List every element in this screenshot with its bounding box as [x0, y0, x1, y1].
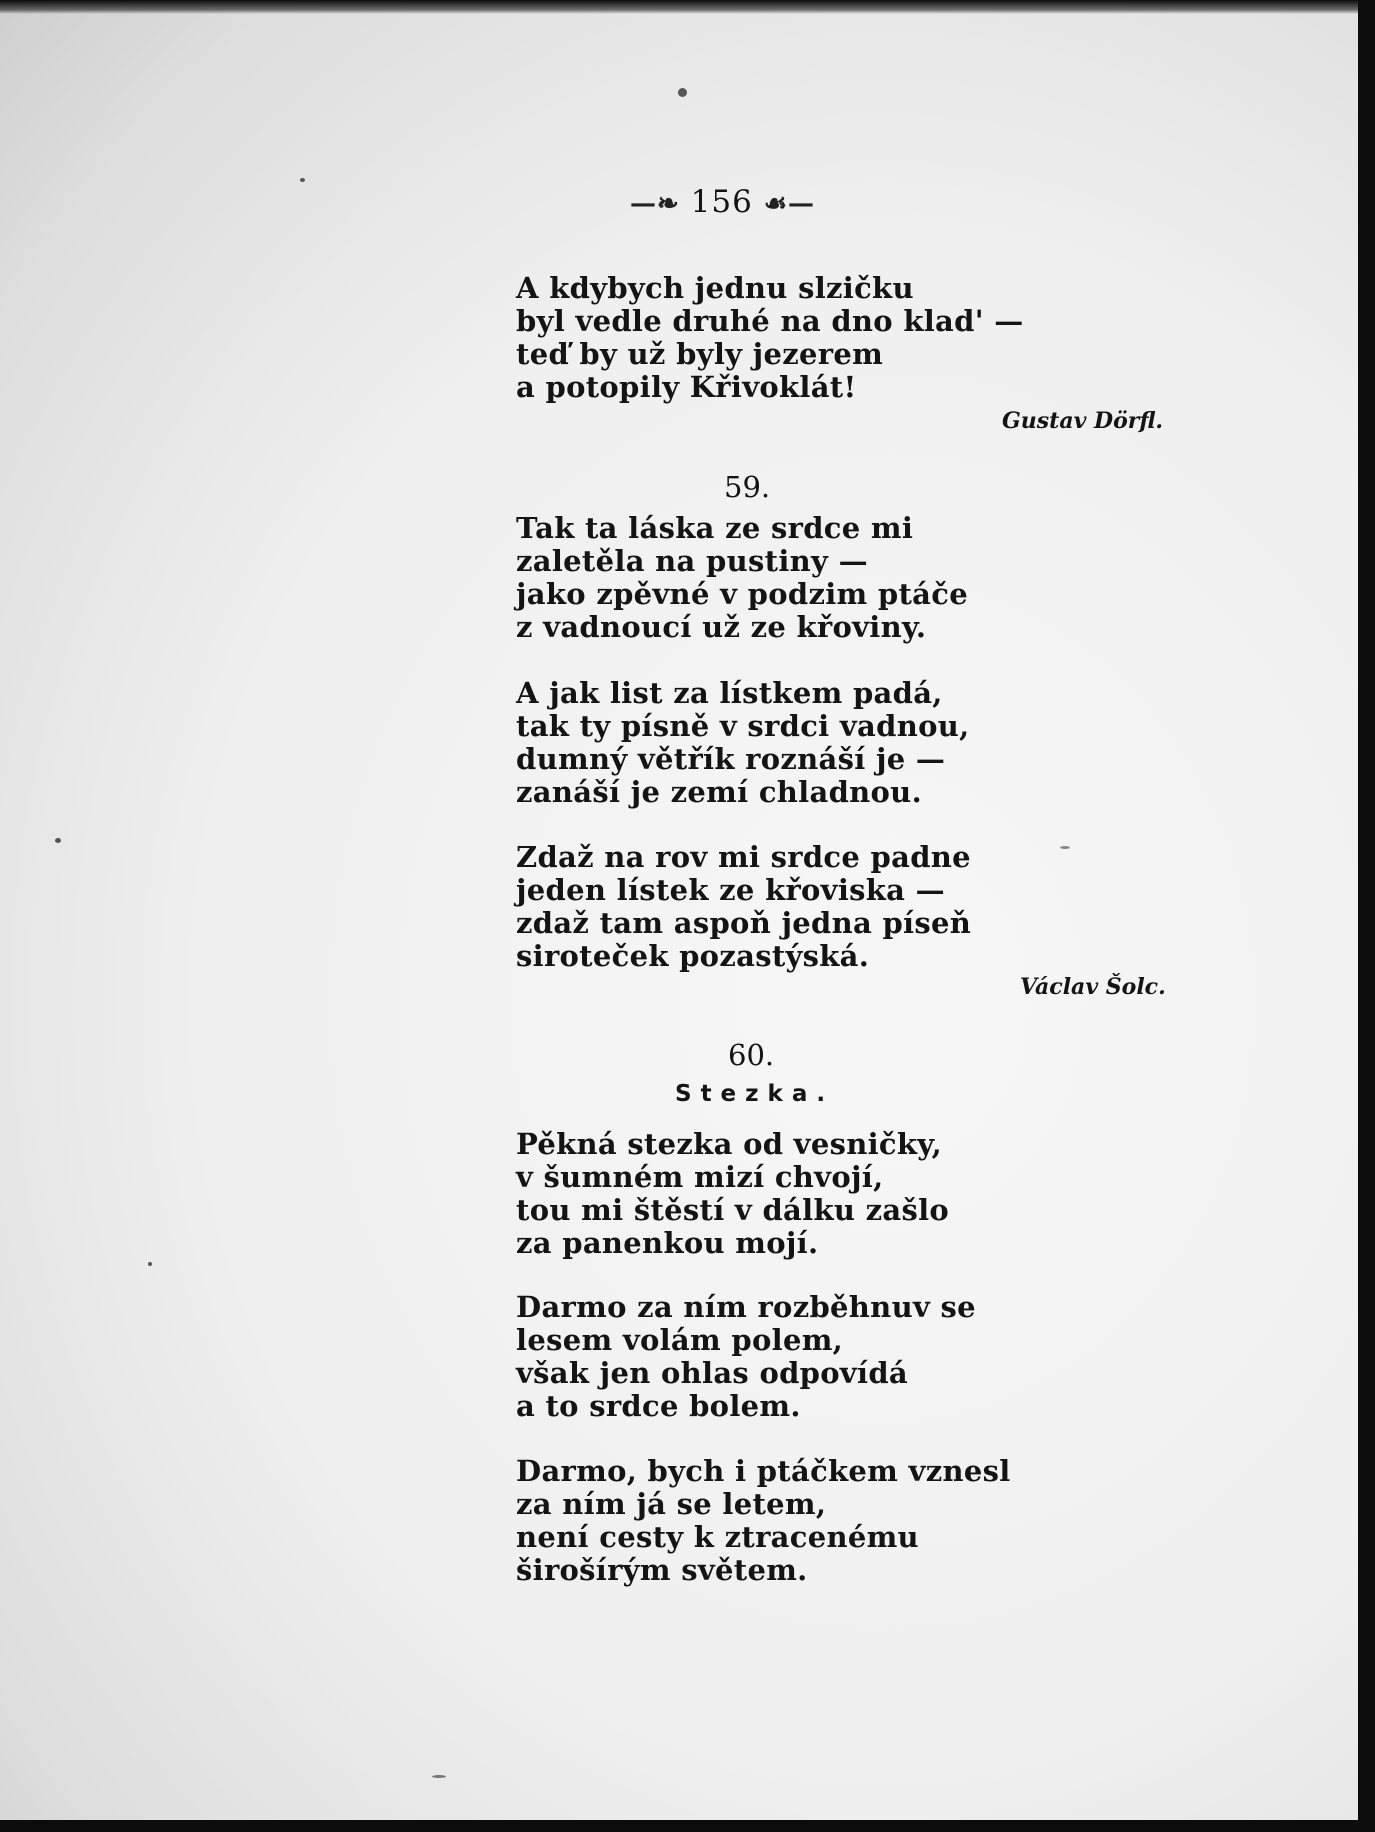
author-signature: Václav Šolc.: [1020, 974, 1166, 1000]
verse-line: tou mi štěstí v dálku zašlo: [516, 1193, 950, 1227]
poem-60-stanza-3: [516, 1455, 1011, 1587]
scan-edge-top: [0, 0, 1375, 14]
verse-line: tak ty písně v srdci vadnou,: [516, 709, 970, 743]
verse-line: za ním já se letem,: [516, 1487, 827, 1521]
verse-line: Pěkná stezka od vesničky,: [516, 1127, 943, 1161]
ink-speck: [55, 838, 61, 843]
ink-speck: [678, 88, 687, 97]
verse-line: však jen ohlas odpovídá: [516, 1356, 909, 1390]
verse-line: teď by už byly jezerem: [516, 337, 884, 371]
page-number: 156: [690, 184, 753, 220]
verse-line: dumný větřík roznáší je —: [516, 742, 946, 776]
scan-edge-bottom: [0, 1820, 1375, 1832]
left-ornament: —❧: [630, 189, 680, 219]
poem-title: Stezka.: [675, 1081, 835, 1107]
poem-59-stanza-1: [516, 512, 968, 644]
verse-line: zanáší je zemí chladnou.: [516, 775, 922, 809]
verse-line: Tak ta láska ze srdce mi: [516, 511, 914, 545]
verse-line: Darmo, bych i ptáčkem vznesl: [516, 1454, 1011, 1488]
verse-line: jeden lístek ze křoviska —: [516, 873, 945, 907]
author-signature: Gustav Dörfl.: [1002, 408, 1164, 434]
verse-line: lesem volám polem,: [516, 1323, 844, 1357]
poem-60-stanza-2: [516, 1291, 976, 1423]
poem-number: 59.: [724, 470, 771, 504]
page-header: [630, 184, 815, 220]
verse-line: zaletěla na pustiny —: [516, 544, 868, 578]
verse-line: Darmo za ním rozběhnuv se: [516, 1290, 976, 1324]
ink-speck: [432, 1775, 446, 1778]
verse-line: za panenkou mojí.: [516, 1226, 819, 1260]
verse-line: z vadnoucí už ze křoviny.: [516, 610, 927, 644]
poem-number: 60.: [728, 1038, 775, 1072]
verse-line: v šumném mizí chvojí,: [516, 1160, 884, 1194]
verse-line: není cesty k ztracenému: [516, 1520, 919, 1554]
ink-speck: [300, 178, 305, 182]
poem-59-stanza-2: [516, 677, 970, 809]
verse-line: siroteček pozastýská.: [516, 939, 870, 973]
ink-speck: [1060, 846, 1070, 849]
verse-line: a potopily Křivoklát!: [516, 370, 857, 404]
ink-speck: [148, 1262, 152, 1266]
verse-line: A jak list za lístkem padá,: [516, 676, 943, 710]
verse-line: a to srdce bolem.: [516, 1389, 801, 1423]
poem-60-stanza-1: [516, 1128, 949, 1260]
intro-stanza: [516, 272, 1024, 404]
verse-line: byl vedle druhé na dno klad' —: [516, 304, 1024, 338]
right-ornament: ☙—: [763, 189, 815, 219]
verse-line: A kdybych jednu slzičku: [516, 271, 914, 305]
poem-59-stanza-3: [516, 841, 971, 973]
verse-line: zdaž tam aspoň jedna píseň: [516, 906, 972, 940]
verse-line: jako zpěvné v podzim ptáče: [516, 577, 968, 611]
verse-line: Zdaž na rov mi srdce padne: [516, 840, 971, 874]
scan-edge-right: [1358, 0, 1375, 1832]
verse-line: širošírým světem.: [516, 1553, 808, 1587]
